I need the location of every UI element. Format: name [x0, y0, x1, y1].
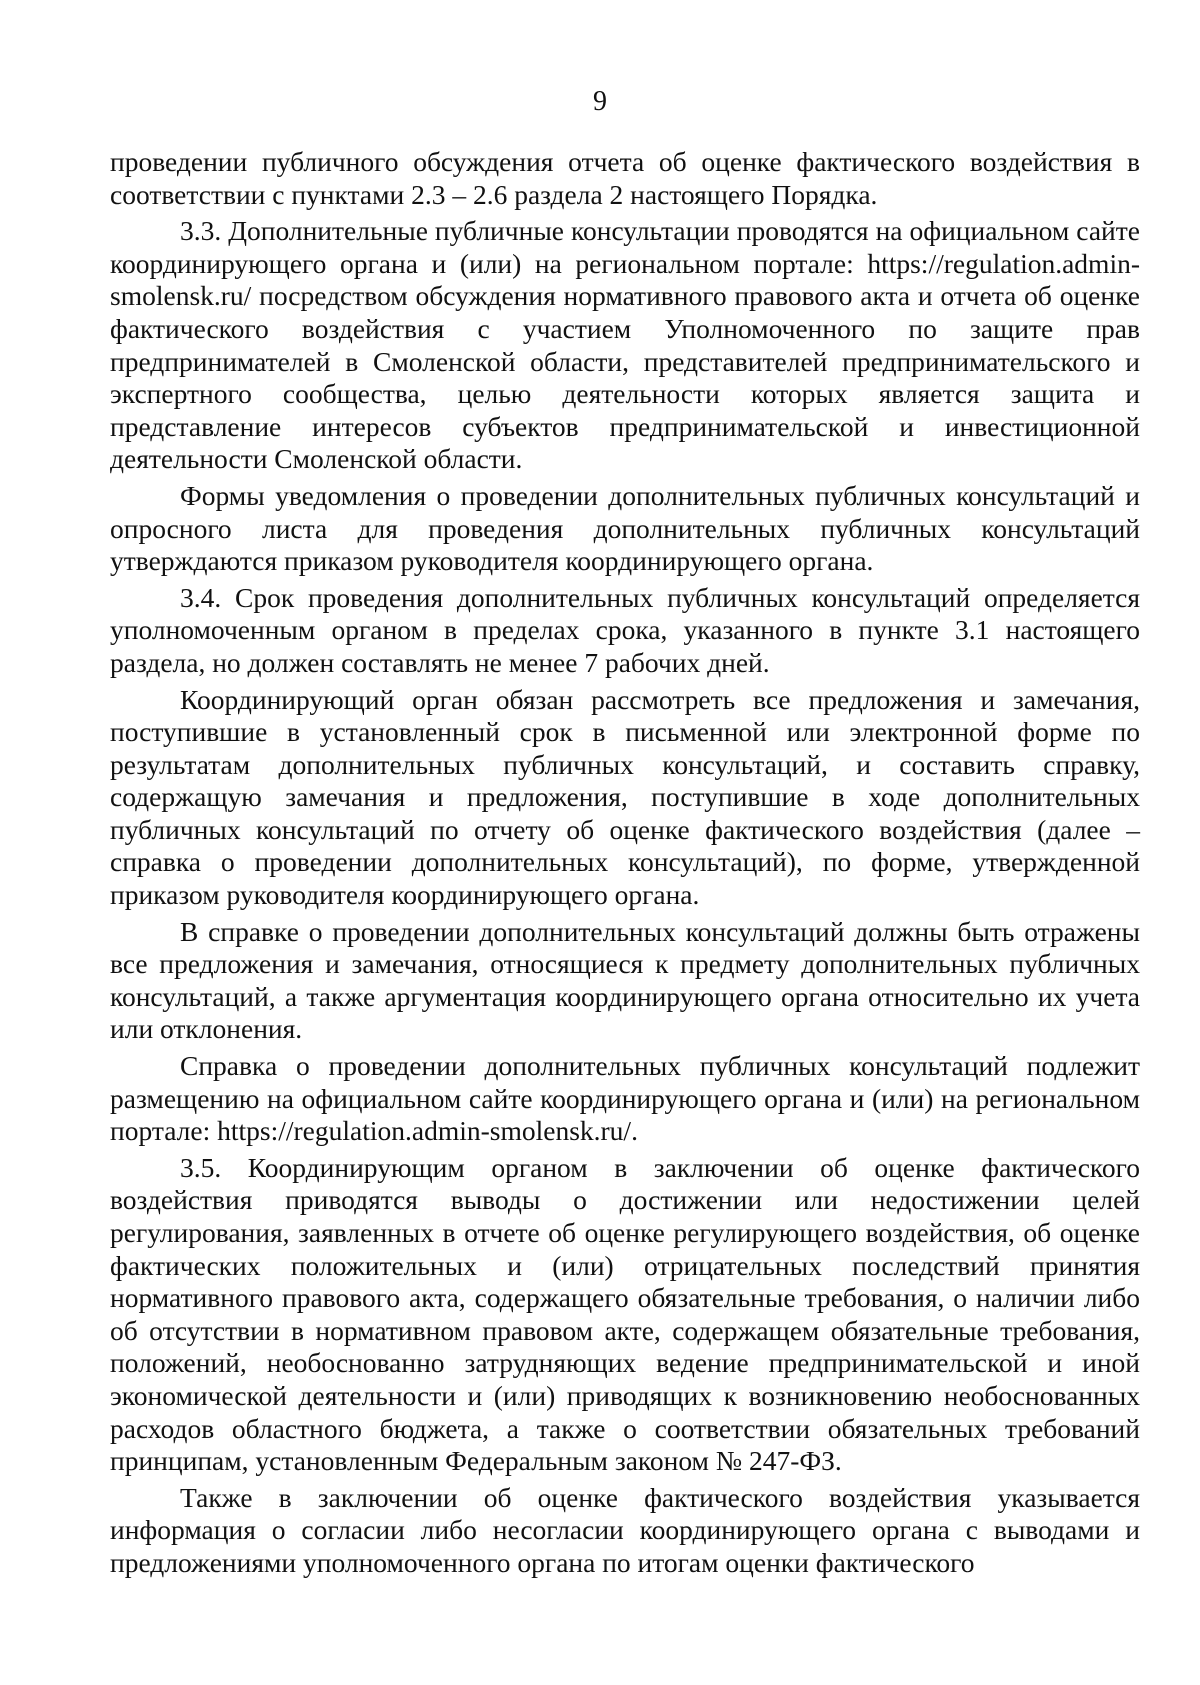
document-body: [110, 146, 1140, 1584]
page-number: 9: [593, 86, 607, 117]
paragraph-3-5: 3.5. Координирующим органом в заключении об оценке фактического воздействия приводятся выводы о достижении или недостижении целей регулирования, заявленных в отчете об оценке регулирующего воздействия, об оценке фактических положительных и (или) отрицательных последствий принятия нормативного правового акта, содержащего обязательные требования, о наличии либо об отсутствии в нормативном правовом акте, содержащем обязательные требования, положений, необоснованно затрудняющих ведение предпринимательской и иной экономической деятельности и (или) приводящих к возникновению необоснованных расходов областного бюджета, а также о соответствии обязательных требований принципам, установленным Федеральным законом № 247-ФЗ.: [110, 1151, 1140, 1477]
paragraph-coordinating-body-duty: Координирующий орган обязан рассмотреть все предложения и замечания, поступившие в установленный срок в письменной или электронной форме по результатам дополнительных публичных консультаций, и составить справку, содержащую замечания и предложения, поступившие в ходе дополнительных публичных консультаций по отчету об оценке фактического воздействия (далее – справка о проведении дополнительных консультаций), по форме, утвержденной приказом руководителя координирующего органа.: [110, 683, 1140, 911]
paragraph-certificate-content: В справке о проведении дополнительных консультаций должны быть отражены все предложения и замечания, относящиеся к предмету дополнительных публичных консультаций, а также аргументация координирующего органа относительно их учета или отклонения.: [110, 915, 1140, 1045]
paragraph-conclusion-info: Также в заключении об оценке фактического воздействия указывается информация о согласии либо несогласии координирующего органа с выводами и предложениями уполномоченного органа по итогам оценки фактического: [110, 1481, 1140, 1578]
paragraph-notification-forms: Формы уведомления о проведении дополнительных публичных консультаций и опросного листа для проведения дополнительных публичных консультаций утверждаются приказом руководителя координирующего органа.: [110, 479, 1140, 577]
paragraph-continuation: проведении публичного обсуждения отчета об оценке фактического воздействия в соответствии с пунктами 2.3 – 2.6 раздела 2 настоящего Порядка.: [110, 146, 1140, 210]
paragraph-certificate-publication: Справка о проведении дополнительных публичных консультаций подлежит размещению на официальном сайте координирующего органа и (или) на региональном портале: https://regulation.admin-smolensk.ru/.: [110, 1050, 1140, 1147]
paragraph-3-4: 3.4. Срок проведения дополнительных публичных консультаций определяется уполномоченным органом в пределах срока, указанного в пункте 3.1 настоящего раздела, но должен составлять не менее 7 рабочих дней.: [110, 581, 1140, 678]
paragraph-3-3: 3.3. Дополнительные публичные консультации проводятся на официальном сайте координирующего органа и (или) на региональном портале: https://regulation.admin-smolensk.ru/ посредством обсуждения нормативного правового акта и отчета об оценке фактического воздействия с участием Уполномоченного по защите прав предпринимателей в Смоленской области, представителей предпринимательского и экспертного сообщества, целью деятельности которых является защита и представление интересов субъектов предпринимательской и инвестиционной деятельности Смоленской области.: [110, 215, 1140, 475]
